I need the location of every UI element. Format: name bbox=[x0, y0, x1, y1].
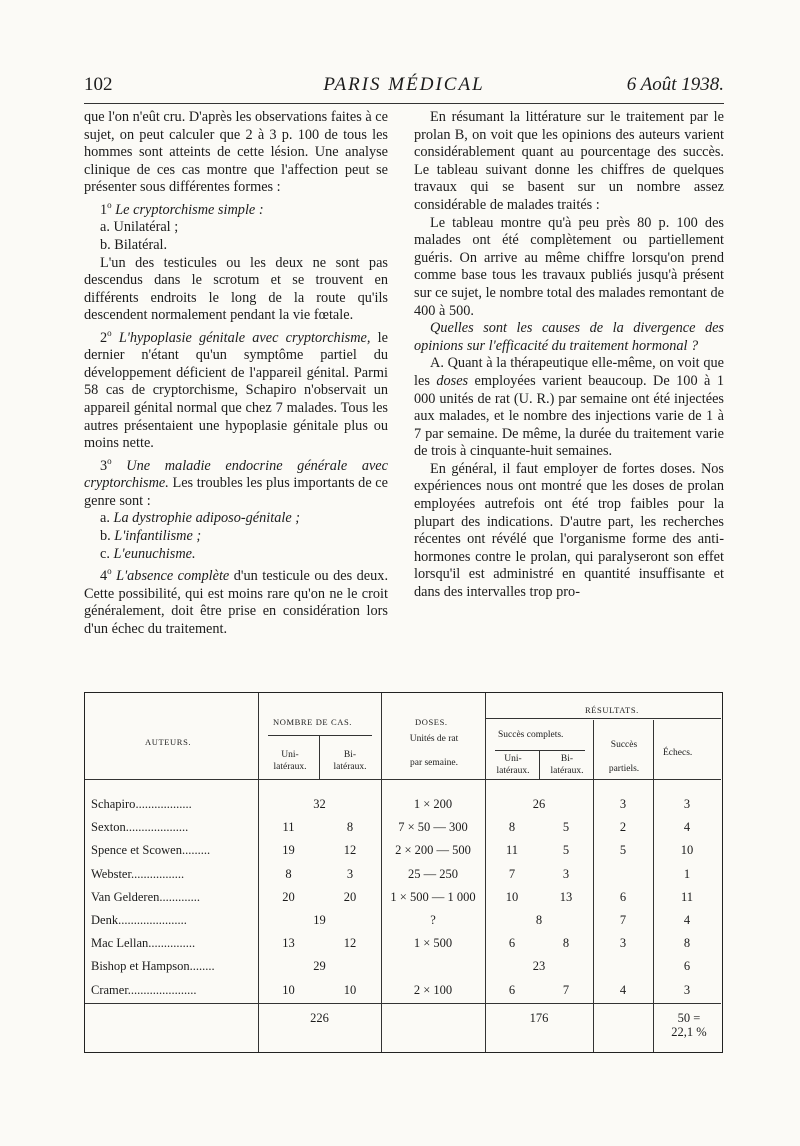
success-bi-header: Bi- latéraux. bbox=[550, 754, 584, 776]
nb-uni-cell: 20 bbox=[282, 889, 295, 904]
fail-cell: 8 bbox=[683, 936, 691, 951]
author-cell: Mac Lellan............... bbox=[91, 936, 196, 951]
sc-bi-cell: 3 bbox=[562, 866, 570, 881]
fail-cell: 6 bbox=[683, 959, 691, 974]
partial-cell: 5 bbox=[619, 843, 627, 858]
sc-uni-cell: 11 bbox=[505, 843, 519, 858]
sub-item: a. La dystrophie adiposo-génitale ; bbox=[100, 510, 301, 527]
sc-uni-cell: 7 bbox=[508, 866, 516, 881]
partial-cell: 6 bbox=[619, 889, 627, 904]
paragraph: Le tableau montre qu'à peu près 80 p. 100 des malades ont été complètement ou partiellement guéris. On arrive au même chiffre lorsqu'on prend comme base tous les travaux publiés jusqu'à présent sur ce sujet, le nombre total des malades remontant de 400 à 500. bbox=[414, 214, 724, 319]
fail-cell: 3 bbox=[683, 982, 691, 997]
question-paragraph: Quelles sont les causes de la divergence des opinions sur l'efficacité du traitement hormonal ? bbox=[414, 320, 724, 354]
partial-cell: 7 bbox=[619, 913, 627, 927]
left-column bbox=[84, 109, 388, 638]
dose-cell: ? bbox=[430, 913, 436, 927]
sc-uni-cell: 10 bbox=[505, 889, 519, 904]
cases-span-brace bbox=[268, 735, 372, 736]
total-row-rule bbox=[85, 1003, 721, 1004]
failures-header: Échecs. bbox=[663, 748, 693, 758]
nb-total-cell: 29 bbox=[313, 959, 326, 974]
complete-success-header: Succès complets. bbox=[498, 730, 564, 740]
dose-cell: 2 × 200 — 500 bbox=[395, 843, 471, 858]
sub-item: a. Unilatéral ; bbox=[100, 219, 179, 236]
nb-bi-cell: 3 bbox=[346, 866, 354, 881]
sc-bi-cell: 5 bbox=[562, 843, 570, 858]
nb-bi-cell: 12 bbox=[343, 936, 357, 951]
paragraph: que l'on n'eût cru. D'après les observations faites à ce sujet, on peut calculer que 2 à 3 p. 100 de tous les hommes sont atteints de cette lésion. Une analyse clinique de ces cas montre que l'affection peut se présenter sous différentes formes : bbox=[84, 109, 388, 196]
total-cases: 226 bbox=[310, 1011, 329, 1025]
list-item: 3$^o$ Une maladie endocrine générale avec cryptorchisme. Les troubles les plus importants de ce genre sont : bbox=[84, 455, 389, 509]
journal-title: PARIS MÉDICAL bbox=[323, 74, 485, 95]
cases-header: NOMBRE DE CAS. bbox=[273, 717, 353, 727]
nb-bi-cell: 20 bbox=[343, 889, 357, 904]
sc-bi-cell: 8 bbox=[562, 936, 570, 951]
nb-bi-cell: 8 bbox=[346, 820, 354, 835]
author-cell: Denk...................... bbox=[91, 913, 187, 927]
paragraph: L'un des testicules ou les deux ne sont pas descendus dans le scrotum et se trouvent en différents endroits le long de la route qu'ils descendent normalement pendant la vie fœtale. bbox=[84, 254, 388, 324]
fail-cell: 4 bbox=[683, 820, 691, 835]
nb-uni-cell: 19 bbox=[282, 843, 295, 858]
paragraph: A. Quant à la thérapeutique elle-même, on voit que les doses employées varient beaucoup. De 100 à 1 000 unités de rat (U. R.) par semaine ont été injectées aux malades, et le nombre des injections varie de 1 à 7 par semaine. De même, la durée du traitement varie de trois à cinquante-huit semaines. bbox=[414, 355, 724, 460]
results-table bbox=[84, 692, 723, 1053]
sub-item: b. L'infantilisme ; bbox=[100, 527, 202, 544]
doses-header: DOSES. bbox=[415, 717, 448, 727]
nb-bi-cell: 10 bbox=[343, 982, 357, 997]
sc-bi-cell: 13 bbox=[559, 889, 573, 904]
author-cell: Webster................. bbox=[91, 866, 185, 881]
sc-total-cell: 8 bbox=[535, 913, 543, 927]
issue-date: 6 Août 1938. bbox=[626, 74, 724, 95]
dose-units-header: Unités de rat par semaine. bbox=[409, 734, 459, 768]
partial-cell: 3 bbox=[619, 797, 627, 811]
list-item: 1$^o$ Le cryptorchisme simple : bbox=[100, 199, 264, 218]
partial-success-header: Succès partiels. bbox=[608, 740, 640, 774]
sc-uni-cell: 6 bbox=[508, 936, 516, 951]
sc-total-cell: 23 bbox=[532, 959, 546, 974]
results-span-rule bbox=[485, 718, 721, 719]
column-divider bbox=[539, 751, 540, 779]
column-divider bbox=[319, 736, 320, 779]
total-failures: 50 = 22,1 % bbox=[671, 1011, 707, 1039]
sc-bi-cell: 7 bbox=[562, 982, 570, 997]
author-cell: Cramer...................... bbox=[91, 982, 197, 997]
partial-cell: 4 bbox=[619, 982, 627, 997]
cases-bi-header: Bi- latéraux. bbox=[333, 750, 367, 772]
author-cell: Sexton.................... bbox=[91, 820, 189, 835]
dose-cell: 7 × 50 — 300 bbox=[398, 820, 468, 835]
author-cell: Bishop et Hampson........ bbox=[91, 959, 215, 974]
nb-uni-cell: 13 bbox=[282, 936, 295, 951]
partial-cell: 3 bbox=[619, 936, 627, 951]
fail-cell: 11 bbox=[680, 889, 694, 904]
header-rule bbox=[84, 103, 724, 104]
nb-uni-cell: 11 bbox=[282, 820, 295, 835]
nb-total-cell: 32 bbox=[313, 797, 326, 811]
fail-cell: 10 bbox=[680, 843, 694, 858]
paragraph: En résumant la littérature sur le traitement par le prolan B, on voit que les opinions des auteurs varient considérablement quant au pourcentage des succès. Le tableau suivant donne les chiffres de quelques travaux qui se basent sur un nombre assez considérable de malades traités : bbox=[414, 109, 724, 213]
sc-uni-cell: 8 bbox=[508, 820, 516, 835]
partial-cell: 2 bbox=[619, 820, 627, 835]
dose-cell: 1 × 500 bbox=[413, 936, 453, 951]
dose-cell: 2 × 100 bbox=[413, 982, 453, 997]
success-span-brace bbox=[495, 750, 585, 751]
page-number: 102 bbox=[84, 74, 113, 95]
running-header bbox=[84, 74, 724, 100]
author-cell: Van Gelderen............. bbox=[91, 889, 200, 904]
dose-cell: 25 — 250 bbox=[408, 866, 458, 881]
nb-total-cell: 19 bbox=[313, 913, 326, 927]
dose-cell: 1 × 200 bbox=[413, 797, 453, 811]
total-success: 176 bbox=[529, 1011, 549, 1025]
cases-uni-header: Uni- latéraux. bbox=[273, 750, 307, 772]
sc-bi-cell: 5 bbox=[562, 820, 570, 835]
list-item: 2$^o$ L'hypoplasie génitale avec cryptorchisme, le dernier n'étant qu'un symptôme partiel du développement déficient de l'appareil génital. Parmi 58 cas de cryptorchisme, Schapiro n'observait un appareil génital normal que chez 7 malades. Tous les autres présentaient une hypoplasie génitale plus ou moins nette. bbox=[84, 327, 388, 452]
author-cell: Spence et Scowen......... bbox=[91, 843, 211, 858]
fail-cell: 1 bbox=[683, 866, 691, 881]
fail-cell: 4 bbox=[683, 913, 691, 927]
author-cell: Schapiro.................. bbox=[91, 797, 192, 811]
fail-cell: 3 bbox=[683, 797, 691, 811]
right-column bbox=[414, 109, 724, 602]
nb-uni-cell: 8 bbox=[285, 866, 292, 881]
sc-uni-cell: 6 bbox=[508, 982, 516, 997]
nb-uni-cell: 10 bbox=[282, 982, 295, 997]
list-item: 4$^o$ L'absence complète d'un testicule ou des deux. Cette possibilité, qui est moins rare qu'on ne le croit généralement, doit être prise en considération lors d'un échec du traitement. bbox=[84, 566, 389, 637]
nb-bi-cell: 12 bbox=[343, 843, 357, 858]
results-header: RÉSULTATS. bbox=[585, 705, 639, 715]
authors-header: AUTEURS. bbox=[145, 737, 192, 747]
paragraph: En général, il faut employer de fortes doses. Nos expériences nous ont montré que les doses de prolan employées autrefois ont été trop faibles pour la plupart des indications. D'autre part, les recherches récentes ont révélé que l'organisme forme des anti-hormones contre le prolan, qui paralyseront son effet lorsqu'il est administré en quantité insuffisante et dans des intervalles trop pro- bbox=[414, 460, 724, 601]
header-row-rule bbox=[85, 779, 721, 780]
success-uni-header: Uni- latéraux. bbox=[496, 754, 530, 776]
dose-cell: 1 × 500 — 1 000 bbox=[390, 889, 476, 904]
sub-item: b. Bilatéral. bbox=[100, 236, 168, 253]
sc-total-cell: 26 bbox=[532, 797, 546, 811]
sub-item: c. L'eunuchisme. bbox=[100, 545, 196, 562]
